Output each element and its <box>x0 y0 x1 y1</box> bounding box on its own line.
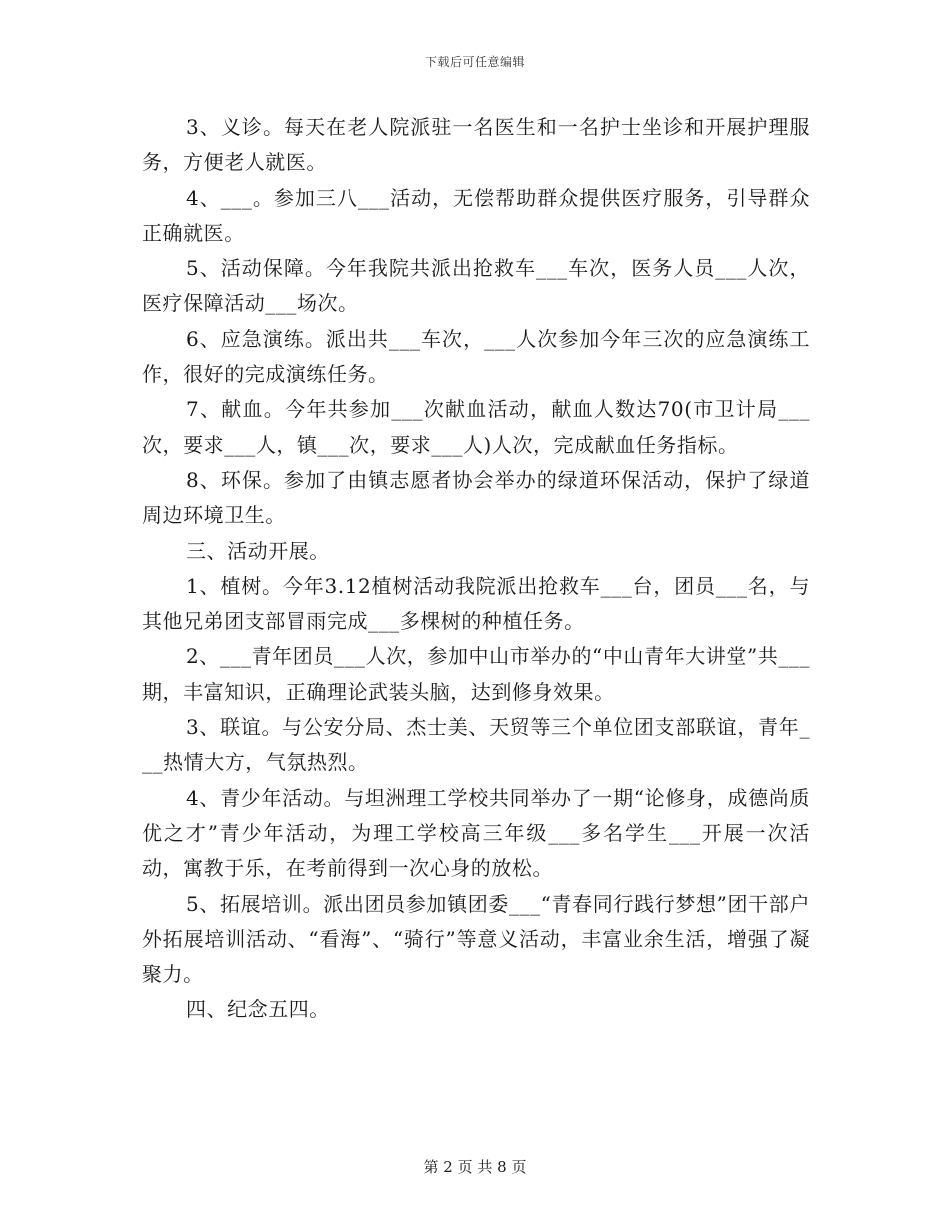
section-heading: 三、活动开展。 <box>186 538 330 563</box>
page-header: 下载后可任意编辑 <box>424 55 525 69</box>
paragraph: 7、献血。今年共参加___次献血活动，献血人数达70(市卫计局___次，要求___人，镇___次，要求___人)人次，完成献血任务指标。 <box>142 397 810 457</box>
paragraph: 4、___。参加三八___活动，无偿帮助群众提供医疗服务，引导群众正确就医。 <box>142 185 810 245</box>
paragraph: 8、环保。参加了由镇志愿者协会举办的绿道环保活动，保护了绿道周边环境卫生。 <box>142 467 810 528</box>
paragraph: 1、植树。今年3.12植树活动我院派出抢救车___台，团员___名，与其他兄弟团支部冒雨完成___多棵树的种植任务。 <box>142 573 810 634</box>
paragraph: 5、活动保障。今年我院共派出抢救车___车次，医务人员___人次，医疗保障活动___场次。 <box>142 256 810 316</box>
section-heading: 四、纪念五四。 <box>186 997 330 1022</box>
page-number: 第 2 页 共 8 页 <box>423 1158 527 1176</box>
paragraph: 3、联谊。与公安分局、杰士美、天贸等三个单位团支部联谊，青年___热情大方，气氛热烈。 <box>142 715 810 775</box>
paragraph: 4、青少年活动。与坦洲理工学校共同举办了一期“论修身，成德尚质优之才”青少年活动，为理工学校高三年级___多名学生___开展一次活动，寓教于乐，在考前得到一次心身的放松。 <box>142 785 810 881</box>
paragraph: 2、___青年团员___人次，参加中山市举办的“中山青年大讲堂”共___期，丰富知识，正确理论武装头脑，达到修身效果。 <box>142 644 810 704</box>
document-body <box>142 110 810 1028</box>
paragraph: 6、应急演练。派出共___车次，___人次参加今年三次的应急演练工作，很好的完成演练任务。 <box>142 326 810 387</box>
paragraph: 3、义诊。每天在老人院派驻一名医生和一名护士坐诊和开展护理服务，方便老人就医。 <box>142 115 810 175</box>
paragraph: 5、拓展培训。派出团员参加镇团委___“青春同行践行梦想”团干部户外拓展培训活动、“看海”、“骑行”等意义活动，丰富业余生活，增强了凝聚力。 <box>142 891 810 987</box>
